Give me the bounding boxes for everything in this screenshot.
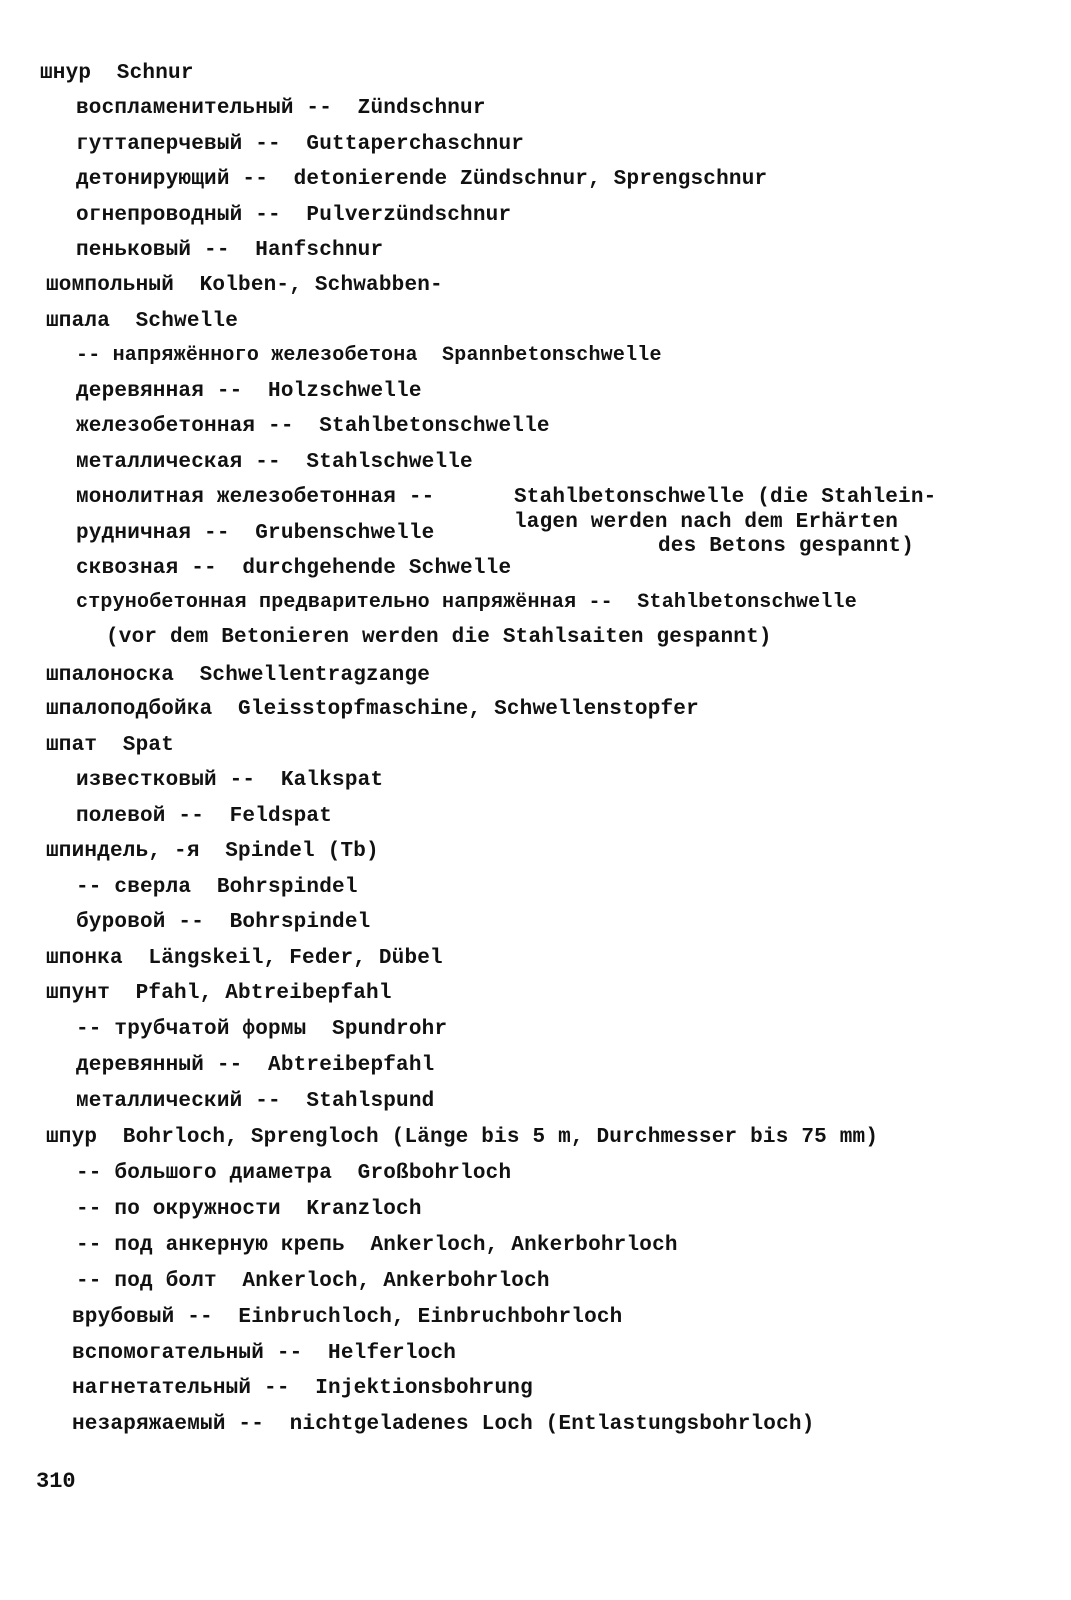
entry-line: полевой -- Feldspat — [76, 805, 333, 828]
entry-line: деревянный -- Abtreibepfahl — [76, 1054, 435, 1077]
entry-line: -- под болт Ankerloch, Ankerbohrloch — [76, 1270, 550, 1293]
entry-line: незаряжаемый -- nichtgeladenes Loch (Entlastungsbohrloch) — [72, 1413, 815, 1436]
entry-line: lagen werden nach dem Erhärten — [514, 511, 899, 534]
entry-line: воспламенительный -- Zündschnur — [76, 97, 486, 120]
entry-line: струнобетонная предварительно напряжённая -- Stahlbetonschwelle — [76, 591, 857, 614]
entry-line: детонирующий -- detonierende Zündschnur, Sprengschnur — [76, 168, 768, 191]
entry-line: шпиндель, -я Spindel (Tb) — [46, 840, 379, 863]
page-number: 310 — [36, 1469, 76, 1494]
entry-line: (vor dem Betonieren werden die Stahlsaiten gespannt) — [106, 626, 772, 649]
entry-line: металлический -- Stahlspund — [76, 1090, 435, 1113]
entry-line: шпала Schwelle — [46, 310, 239, 333]
entry-line: шпалоподбойка Gleisstopfmaschine, Schwellenstopfer — [46, 698, 699, 721]
entry-line: монолитная железобетонная -- — [76, 486, 435, 509]
entry-line: шпалоноска Schwellentragzange — [46, 664, 431, 687]
entry-line: -- под анкерную крепь Ankerloch, Ankerbohrloch — [76, 1234, 678, 1257]
entry-line: рудничная -- Grubenschwelle — [76, 522, 435, 545]
entry-line: шпонка Längskeil, Feder, Dübel — [46, 947, 443, 970]
entry-line: шнур Schnur — [40, 62, 194, 85]
entry-line: нагнетательный -- Injektionsbohrung — [72, 1377, 533, 1400]
entry-line: шпат Spat — [46, 734, 175, 757]
entry-line: шпунт Pfahl, Abtreibepfahl — [46, 982, 392, 1005]
entry-line: шомпольный Kolben-, Schwabben- — [46, 274, 443, 297]
entry-line: огнепроводный -- Pulverzündschnur — [76, 204, 512, 227]
entry-line: Stahlbetonschwelle (die Stahlein- — [514, 486, 937, 509]
entry-line: des Betons gespannt) — [658, 535, 915, 558]
entry-line: -- сверла Bohrspindel — [76, 876, 358, 899]
entry-line: пеньковый -- Hanfschnur — [76, 239, 384, 262]
entry-line: железобетонная -- Stahlbetonschwelle — [76, 415, 550, 438]
entry-line: -- трубчатой формы Spundrohr — [76, 1018, 448, 1041]
entry-line: деревянная -- Holzschwelle — [76, 380, 422, 403]
entry-line: сквозная -- durchgehende Schwelle — [76, 557, 512, 580]
entry-line: -- по окружности Kranzloch — [76, 1198, 422, 1221]
entry-line: гуттаперчевый -- Guttaperchaschnur — [76, 133, 525, 156]
entry-line: шпур Bohrloch, Sprengloch (Länge bis 5 m, Durchmesser bis 75 mm) — [46, 1126, 879, 1149]
entry-line: вспомогательный -- Helferloch — [72, 1342, 457, 1365]
entry-line: буровой -- Bohrspindel — [76, 911, 371, 934]
entry-line: металлическая -- Stahlschwelle — [76, 451, 473, 474]
entry-line: -- большого диаметра Großbohrloch — [76, 1162, 512, 1185]
entry-line: известковый -- Kalkspat — [76, 769, 384, 792]
entry-line: -- напряжённого железобетона Spannbetonschwelle — [76, 344, 662, 367]
entry-line: врубовый -- Einbruchloch, Einbruchbohrloch — [72, 1306, 623, 1329]
